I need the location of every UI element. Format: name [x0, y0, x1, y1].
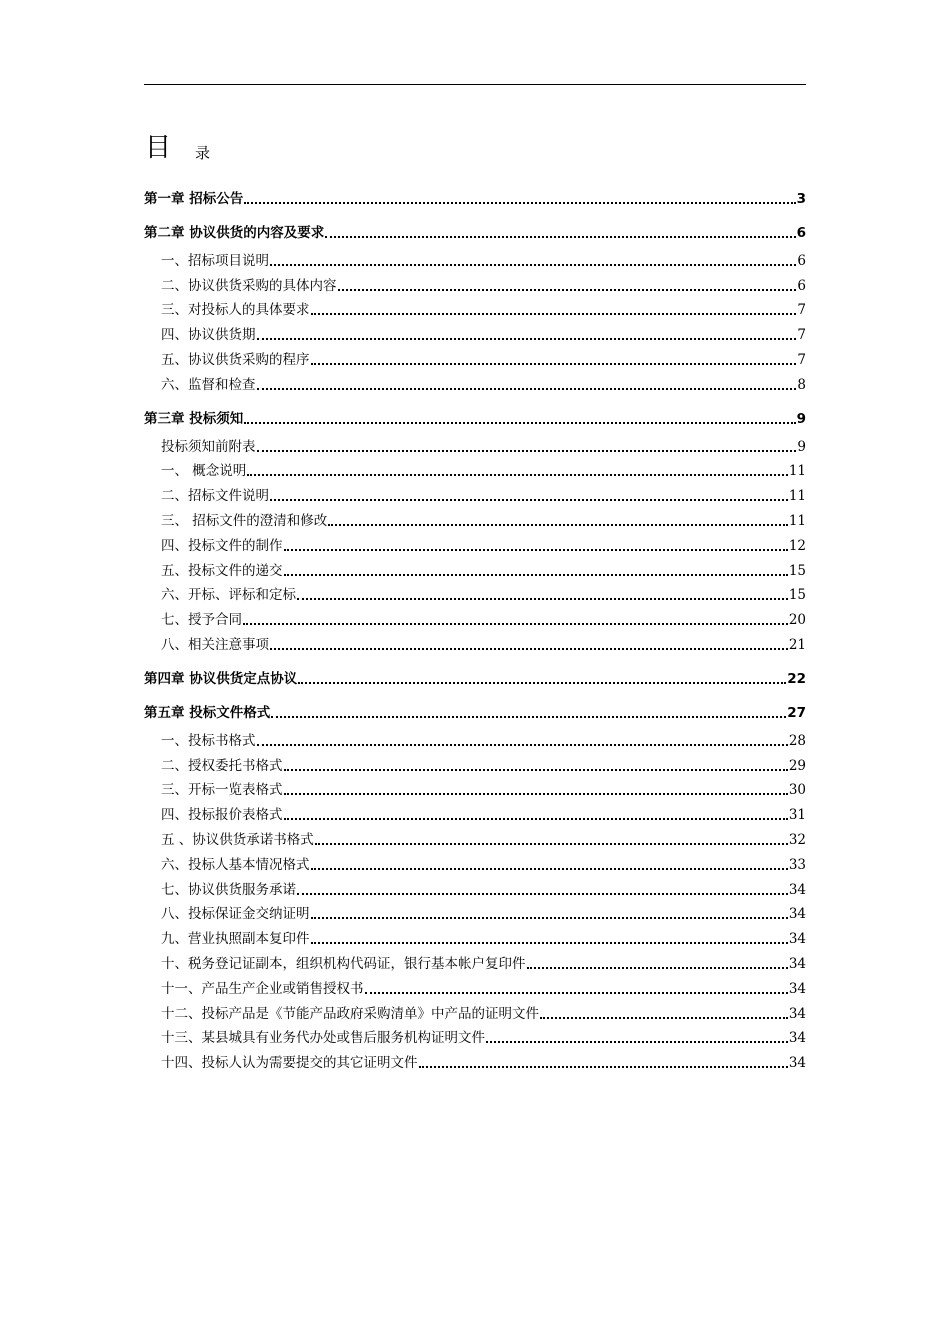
toc-section-entry[interactable] [144, 296, 806, 321]
toc-entry-label: 十四、投标人认为需要提交的其它证明文件 [161, 1055, 418, 1072]
toc-chapter-entry[interactable] [144, 662, 806, 689]
toc-page-number: 29 [788, 757, 806, 774]
toc-entry-label: 四、协议供货期 [161, 327, 256, 344]
toc-chapter-entry[interactable] [144, 216, 806, 243]
toc-page-number: 32 [788, 831, 806, 848]
toc-entry-label: 三、 招标文件的澄清和修改 [161, 512, 328, 529]
toc-dot-leader [284, 818, 788, 820]
toc-entry-label: 二、招标文件说明 [161, 488, 269, 505]
toc-section-entry[interactable] [144, 850, 806, 875]
toc-entry-label: 投标须知前附表 [161, 438, 256, 455]
toc-page-number: 9 [796, 410, 806, 427]
toc-page-number: 6 [796, 225, 806, 241]
toc-page-number: 20 [788, 612, 806, 629]
toc-section-entry[interactable] [144, 825, 806, 850]
toc-section-entry[interactable] [144, 999, 806, 1024]
toc-dot-leader [527, 967, 788, 969]
toc-section-entry[interactable] [144, 751, 806, 776]
toc-section-entry[interactable] [144, 605, 806, 630]
toc-dot-leader [271, 716, 786, 718]
toc-section-entry[interactable] [144, 345, 806, 370]
toc-page-number: 7 [797, 351, 806, 368]
toc-section-entry[interactable] [144, 531, 806, 556]
toc-section-entry[interactable] [144, 246, 806, 271]
toc-dot-leader [297, 598, 788, 600]
toc-entry-label: 八、投标保证金交纳证明 [161, 906, 310, 923]
toc-entry-label: 十、税务登记证副本，组织机构代码证，银行基本帐户复印件 [161, 955, 526, 972]
table-of-contents [144, 182, 806, 1073]
toc-dot-leader [419, 1066, 788, 1068]
toc-section-entry[interactable] [144, 506, 806, 531]
toc-dot-leader [311, 917, 788, 919]
toc-dot-leader [540, 1017, 788, 1019]
toc-page-number: 7 [797, 302, 806, 319]
toc-page-number: 30 [788, 782, 806, 799]
toc-section-entry[interactable] [144, 974, 806, 999]
toc-entry-label: 一、投标书格式 [161, 732, 256, 749]
toc-dot-leader [244, 422, 795, 424]
toc-section-entry[interactable] [144, 1048, 806, 1073]
toc-dot-leader [297, 893, 788, 895]
toc-entry-label: 第五章 投标文件格式 [144, 704, 271, 721]
toc-dot-leader [284, 769, 788, 771]
toc-section-entry[interactable] [144, 457, 806, 482]
toc-dot-leader [257, 744, 788, 746]
toc-page-number: 34 [788, 931, 806, 948]
toc-section-entry[interactable] [144, 271, 806, 296]
toc-dot-leader [311, 868, 788, 870]
toc-dot-leader [284, 549, 788, 551]
toc-entry-label: 八、相关注意事项 [161, 636, 269, 653]
toc-page-number: 6 [797, 252, 806, 269]
toc-dot-leader [244, 202, 795, 204]
toc-dot-leader [486, 1041, 788, 1043]
toc-page-number: 3 [796, 191, 806, 207]
toc-dot-leader [298, 682, 786, 684]
toc-section-entry[interactable] [144, 900, 806, 925]
toc-page-number: 7 [797, 327, 806, 344]
toc-entry-label: 第一章 招标公告 [144, 191, 244, 207]
toc-entry-label: 五、投标文件的递交 [161, 562, 283, 579]
toc-dot-leader [270, 499, 788, 501]
toc-entry-label: 六、监督和检查 [161, 376, 256, 393]
toc-page-number: 34 [788, 1030, 806, 1047]
toc-page-number: 9 [797, 438, 806, 455]
toc-entry-label: 三、开标一览表格式 [161, 782, 283, 799]
toc-section-entry[interactable] [144, 875, 806, 900]
toc-section-entry[interactable] [144, 949, 806, 974]
toc-page-number: 11 [788, 488, 806, 505]
toc-page-number: 21 [788, 636, 806, 653]
toc-page-number: 15 [788, 587, 806, 604]
toc-dot-leader [257, 450, 797, 452]
toc-dot-leader [270, 264, 796, 266]
toc-entry-label: 五 、协议供货承诺书格式 [161, 831, 314, 848]
toc-page-number: 22 [787, 670, 806, 687]
toc-page-number: 11 [788, 463, 806, 480]
toc-section-entry[interactable] [144, 432, 806, 457]
toc-dot-leader [365, 992, 788, 994]
toc-section-entry[interactable] [144, 1024, 806, 1049]
toc-dot-leader [311, 942, 788, 944]
toc-chapter-entry[interactable] [144, 696, 806, 723]
toc-dot-leader [270, 648, 788, 650]
toc-title-sub: 录 [195, 144, 211, 162]
toc-dot-leader [311, 313, 797, 315]
toc-page-number: 11 [788, 512, 806, 529]
toc-section-entry[interactable] [144, 481, 806, 506]
toc-section-entry[interactable] [144, 924, 806, 949]
toc-entry-label: 第三章 投标须知 [144, 410, 244, 427]
toc-entry-label: 二、授权委托书格式 [161, 757, 283, 774]
toc-entry-label: 十一、产品生产企业或销售授权书 [161, 980, 364, 997]
toc-dot-leader [328, 524, 788, 526]
toc-dot-leader [284, 574, 788, 576]
toc-section-entry[interactable] [144, 370, 806, 395]
toc-section-entry[interactable] [144, 630, 806, 655]
toc-page-number: 34 [788, 1005, 806, 1022]
toc-dot-leader [311, 363, 797, 365]
toc-chapter-entry[interactable] [144, 402, 806, 429]
toc-page-number: 34 [788, 906, 806, 923]
toc-page-number: 6 [797, 277, 806, 294]
toc-page-number: 27 [787, 704, 806, 721]
toc-section-entry[interactable] [144, 581, 806, 606]
toc-dot-leader [325, 236, 795, 238]
toc-entry-label: 十二、投标产品是《节能产品政府采购清单》中产品的证明文件 [161, 1005, 539, 1022]
toc-entry-label: 一、招标项目说明 [161, 252, 269, 269]
toc-dot-leader [247, 474, 788, 476]
toc-page-number: 34 [788, 881, 806, 898]
toc-entry-label: 第二章 协议供货的内容及要求 [144, 225, 325, 241]
toc-entry-label: 五、协议供货采购的程序 [161, 351, 310, 368]
toc-dot-leader [284, 793, 788, 795]
toc-entry-label: 六、开标、评标和定标 [161, 587, 296, 604]
toc-entry-label: 二、协议供货采购的具体内容 [161, 277, 337, 294]
toc-section-entry[interactable] [144, 726, 806, 751]
toc-section-entry[interactable] [144, 776, 806, 801]
toc-dot-leader [243, 623, 788, 625]
toc-entry-label: 一、 概念说明 [161, 463, 247, 480]
toc-dot-leader [338, 289, 797, 291]
toc-page-number: 33 [788, 856, 806, 873]
toc-page-number: 8 [797, 376, 806, 393]
toc-page-number: 34 [788, 1055, 806, 1072]
toc-entry-label: 十三、某县城具有业务代办处或售后服务机构证明文件 [161, 1030, 485, 1047]
toc-page-number: 34 [788, 980, 806, 997]
toc-page-number: 31 [788, 807, 806, 824]
header-rule [144, 84, 806, 85]
toc-entry-label: 三、对投标人的具体要求 [161, 302, 310, 319]
toc-entry-label: 七、协议供货服务承诺 [161, 881, 296, 898]
toc-section-entry[interactable] [144, 800, 806, 825]
toc-dot-leader [257, 338, 797, 340]
toc-page-number: 15 [788, 562, 806, 579]
toc-title-main: 目 [145, 133, 172, 163]
toc-entry-label: 四、投标文件的制作 [161, 537, 283, 554]
toc-dot-leader [315, 843, 788, 845]
toc-page-number: 28 [788, 732, 806, 749]
toc-page-number: 34 [788, 955, 806, 972]
toc-chapter-entry[interactable] [144, 182, 806, 209]
toc-entry-label: 九、营业执照副本复印件 [161, 931, 310, 948]
toc-dot-leader [257, 388, 797, 390]
toc-section-entry[interactable] [144, 320, 806, 345]
toc-entry-label: 第四章 协议供货定点协议 [144, 670, 298, 687]
toc-entry-label: 七、授予合同 [161, 612, 242, 629]
toc-page-number: 12 [788, 537, 806, 554]
toc-entry-label: 四、投标报价表格式 [161, 807, 283, 824]
toc-section-entry[interactable] [144, 556, 806, 581]
toc-entry-label: 六、投标人基本情况格式 [161, 856, 310, 873]
